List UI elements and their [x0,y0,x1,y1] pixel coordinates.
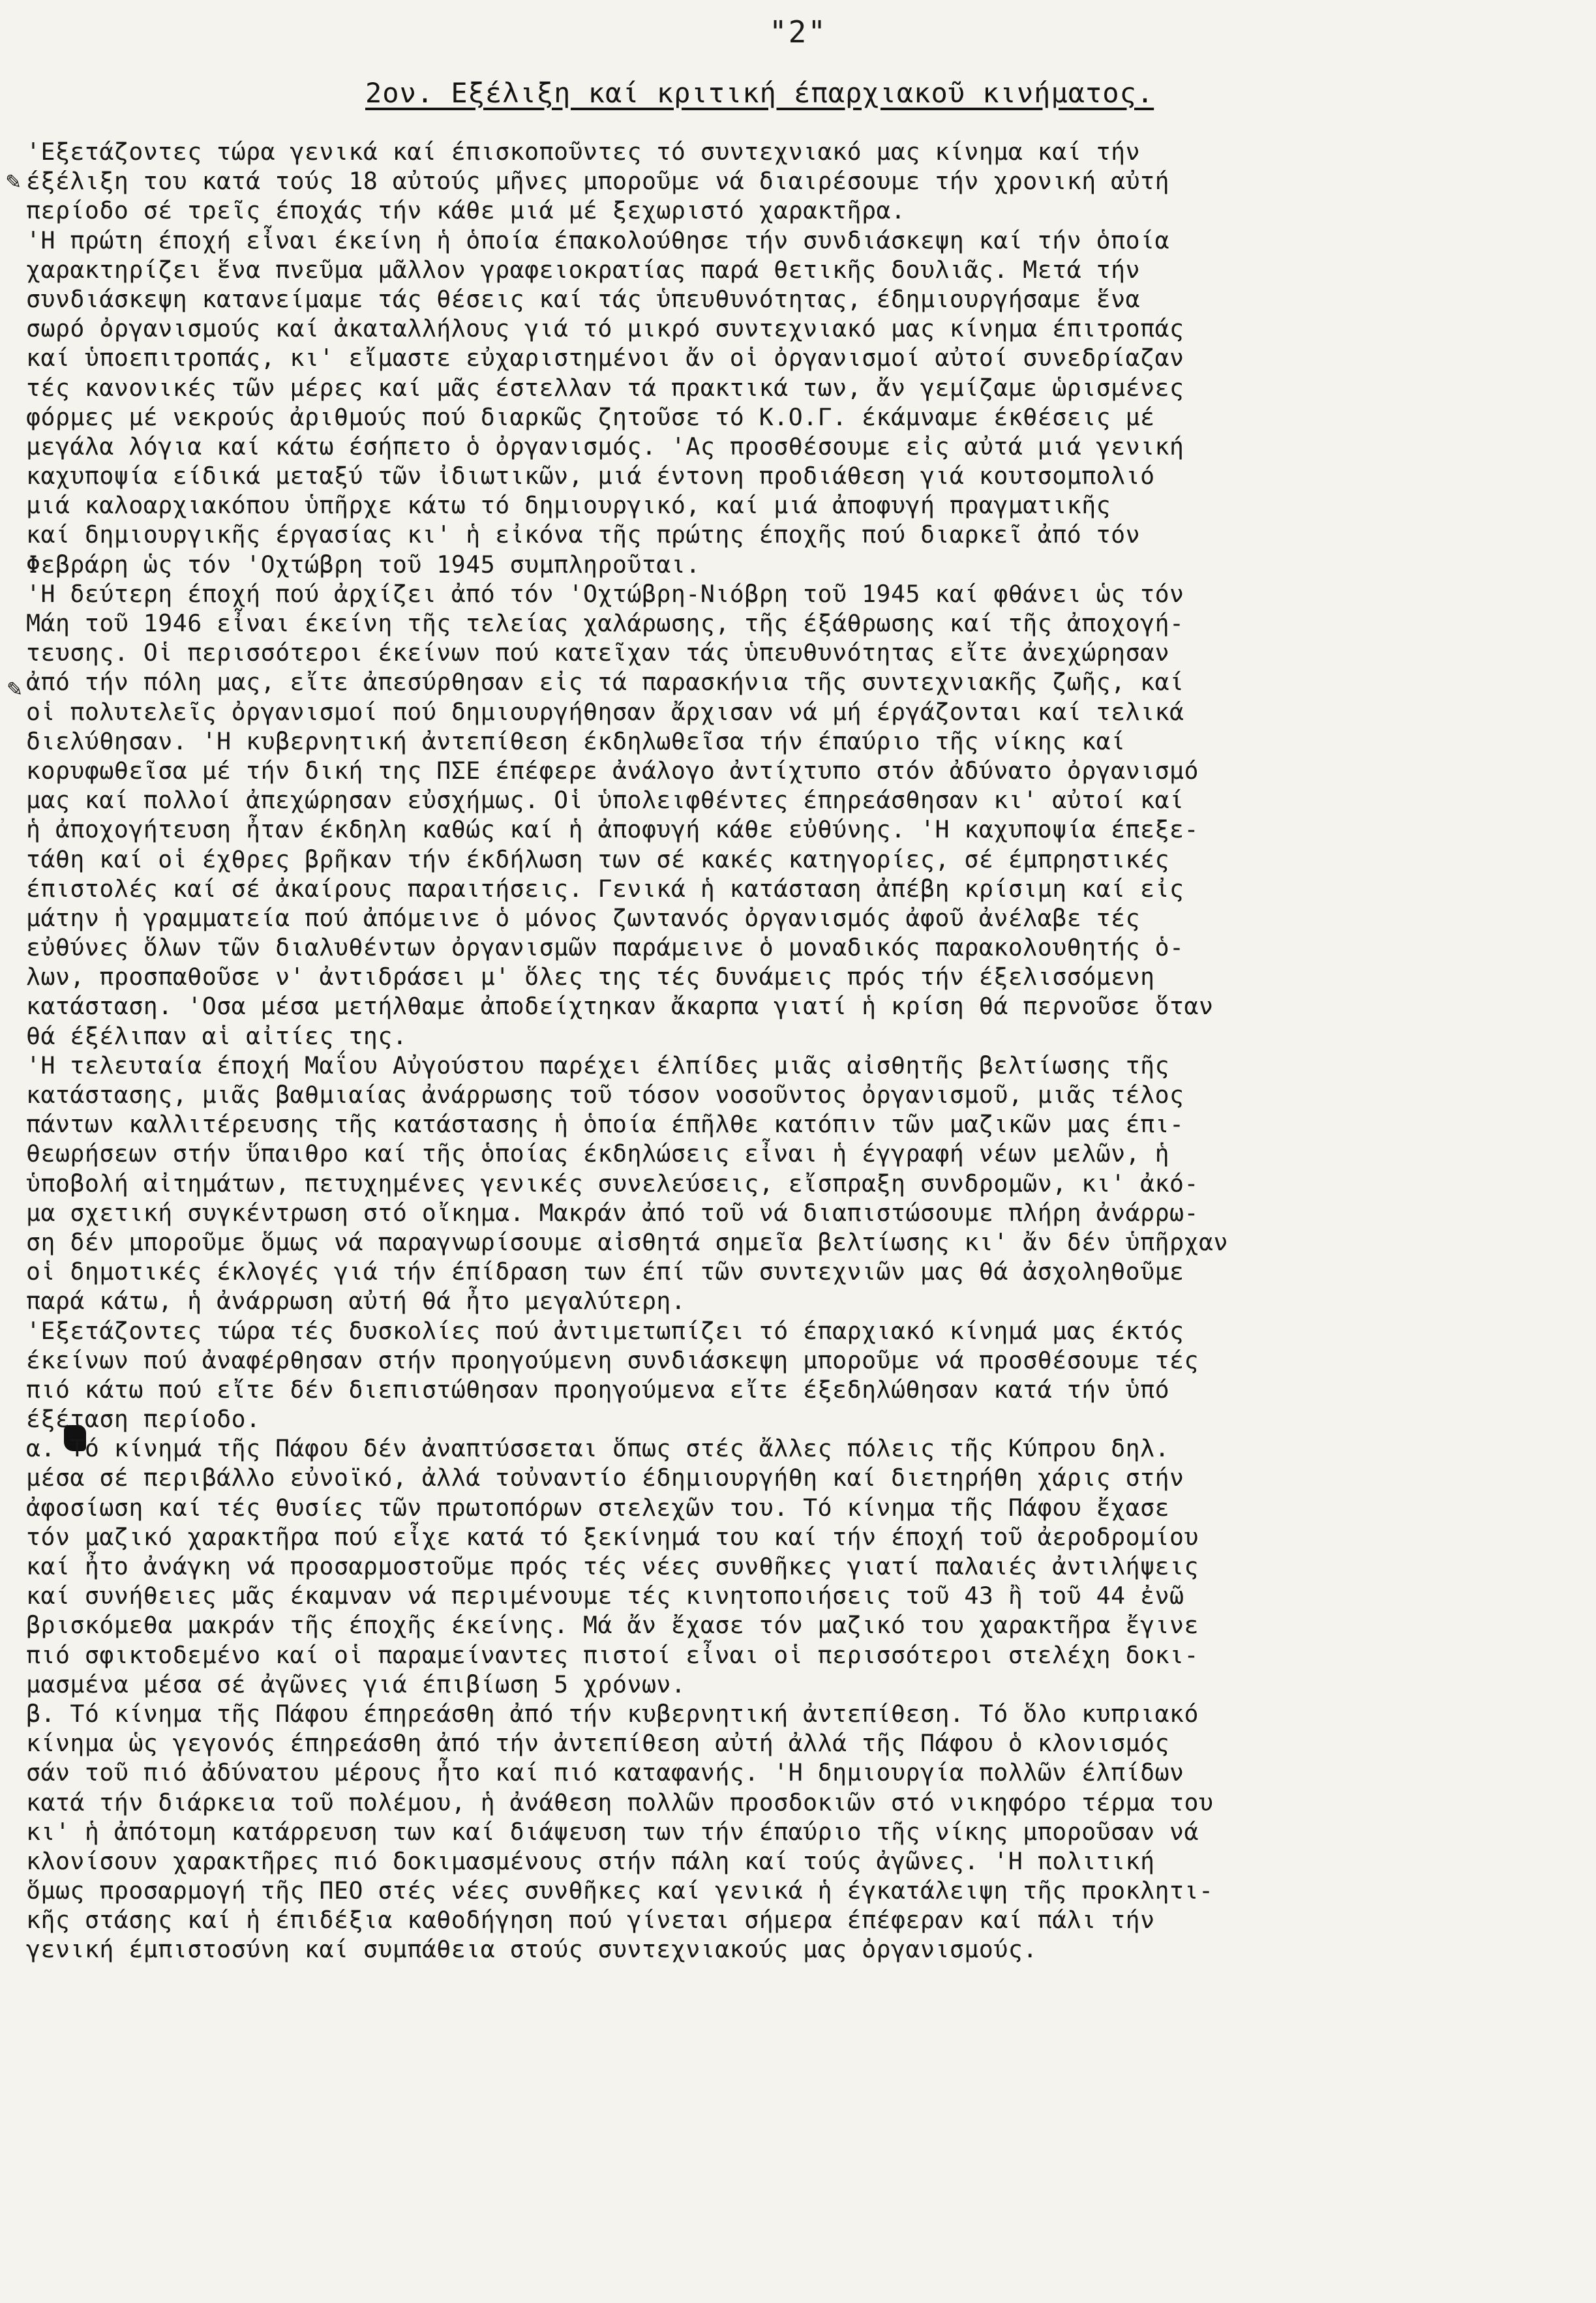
text-line: ὑποβολή αἰτημάτων, πετυχημένες γενικές συνελεύσεις, εἴσπραξη συνδρομῶν, κι' ἀκό- [26,1169,1199,1197]
text-line: πιό σφικτοδεμένο καί οἱ παραμείναντες πιστοί εἶναι οἱ περισσότεροι στελέχη δοκι- [26,1640,1199,1669]
text-line: κατά τήν διάρκεια τοῦ πολέμου, ἡ ἀνάθεση πολλῶν προσδοκιῶν στό νικηφόρο τέρμα του [26,1788,1214,1816]
margin-mark: ✎ [7,678,23,701]
body-text [26,137,1572,2023]
text-line: μας καί πολλοί ἀπεχώρησαν εὐσχήμως. Οἱ ὑπολειφθέντες έπηρεάσθησαν κι' αὐτοί καί [26,786,1184,815]
text-line: έκείνων πού ἀναφέρθησαν στήν προηγούμενη συνδιάσκεψη μποροῦμε νά προσθέσουμε τές [26,1346,1199,1374]
text-line: μιά καλοαρχιακόπου ὑπῆρχε κάτω τό δημιουργικό, καί μιά ἀποφυγή πραγματικῆς [26,491,1111,520]
text-line [26,1994,1572,2023]
text-line: θεωρήσεων στήν ὕπαιθρο καί τῆς ὁποίας έκδηλώσεις εἶναι ἡ έγγραφή νέων μελῶν, ἡ [26,1139,1170,1168]
text-line: οἱ δημοτικές έκλογές γιά τήν έπίδραση των έπί τῶν συντεχνιῶν μας θά ἀσχοληθοῦμε [26,1257,1184,1286]
text-line: παρά κάτω, ἡ ἀνάρρωση αὐτή θά ἦτο μεγαλύτερη. [26,1287,686,1316]
text-line: τές κανονικές τῶν μέρες καί μᾶς έστελλαν τά πρακτικά των, ἄν γεμίζαμε ὡρισμένες [26,373,1184,402]
text-line: καί ὑποεπιτροπάς, κι' εἴμαστε εὐχαριστημένοι ἄν οἱ ὀργανισμοί αὐτοί συνεδρίαζαν [26,344,1184,372]
text-line [26,1964,1572,1994]
text-line: περίοδο σέ τρεῖς έποχάς τήν κάθε μιά μέ ξεχωριστό χαρακτῆρα. [26,196,906,225]
text-line: καχυποψία είδικά μεταξύ τῶν ἰδιωτικῶν, μιά έντονη προδιάθεση γιά κουτσομπολιό [26,462,1155,490]
text-line: μέσα σέ περιβάλλο εὐνοϊκό, ἀλλά τοὐναντίο έδημιουργήθη καί διετηρήθη χάρις στήν [26,1464,1184,1492]
text-line: κατάστασης, μιᾶς βαθμιαίας ἀνάρρωσης τοῦ τόσον νοσοῦντος ὀργανισμοῦ, μιᾶς τέλος [26,1081,1184,1109]
text-line: Φεβράρη ὡς τόν 'Οχτώβρη τοῦ 1945 συμπληροῦται. [26,550,700,579]
text-line: 'Η τελευταία έποχή Μαΐου Αὐγούστου παρέχει έλπίδες μιᾶς αἰσθητῆς βελτίωσης τῆς [26,1051,1170,1079]
text-line: εὐθύνες ὅλων τῶν διαλυθέντων ὀργανισμῶν παράμεινε ὁ μοναδικός παρακολουθητής ὁ- [26,933,1184,962]
text-line: συνδιάσκεψη κατανείμαμε τάς θέσεις καί τάς ὑπευθυνότητας, έδημιουργήσαμε ἕνα [26,284,1141,313]
text-line: μεγάλα λόγια καί κάτω έσήπετο ὁ ὀργανισμός. 'Ας προσθέσουμε εἰς αὐτά μιά γενική [26,432,1184,460]
text-line: κι' ἡ ἀπότομη κατάρρευση των καί διάψευση των τήν έπαύριο τῆς νίκης μποροῦσαν νά [26,1817,1199,1846]
text-line: ὅμως προσαρμογή τῆς ΠΕΟ στές νέες συνθῆκες καί γενικά ἡ έγκατάλειψη τῆς προκλητι- [26,1876,1214,1905]
text-line: διελύθησαν. 'Η κυβερνητική ἀντεπίθεση έκδηλωθεῖσα τήν έπαύριο τῆς νίκης καί [26,727,1126,755]
text-line: λων, προσπαθοῦσε ν' ἀντιδράσει μ' ὅλες της τές δυνάμεις πρός τήν έξελισσόμενη [26,963,1155,991]
text-line: 'Η δεύτερη έποχή πού ἀρχίζει ἀπό τόν 'Οχτώβρη-Νιόβρη τοῦ 1945 καί φθάνει ὡς τόν [26,579,1184,608]
margin-mark: ✎ [5,171,22,194]
page-number: "2" [768,14,828,50]
text-line: μα σχετική συγκέντρωση στό οἴκημα. Μακράν ἀπό τοῦ νά διαπιστώσουμε πλήρη ἀνάρρω- [26,1198,1199,1227]
text-line: χαρακτηρίζει ἕνα πνεῦμα μᾶλλον γραφειοκρατίας παρά θετικῆς δουλιᾶς. Μετά τήν [26,255,1141,284]
text-line: σωρό ὀργανισμούς καί ἀκαταλλήλους γιά τό μικρό συντεχνιακό μας κίνημα έπιτροπάς [26,314,1184,343]
text-line: καί ἦτο ἀνάγκη νά προσαρμοστοῦμε πρός τές νέες συνθῆκες γιατί παλαιές ἀντιλήψεις [26,1552,1199,1580]
text-line: θά έξέλιπαν αἱ αἰτίες της. [26,1021,408,1050]
text-line: μασμένα μέσα σέ ἀγῶνες γιά έπιβίωση 5 χρόνων. [26,1670,686,1698]
text-line: πάντων καλλιτέρευσης τῆς κατάστασης ἡ ὁποία έπῆλθε κατόπιν τῶν μαζικῶν μας έπι- [26,1110,1184,1139]
text-line: α. Τό κίνημά τῆς Πάφου δέν ἀναπτύσσεται ὅπως στές ἄλλες πόλεις τῆς Κύπρου δηλ. [26,1434,1170,1463]
text-line: κορυφωθεῖσα μέ τήν δική της ΠΣΕ έπέφερε ἀνάλογο ἀντίχτυπο στόν ἀδύνατο ὀργανισμό [26,756,1199,785]
text-line: μάτην ἡ γραμματεία πού ἀπόμεινε ὁ μόνος ζωντανός ὀργανισμός ἀφοῦ ἀνέλαβε τές [26,903,1141,932]
text-line: βρισκόμεθα μακράν τῆς έποχῆς έκείνης. Μά ἄν ἔχασε τόν μαζικό του χαρακτῆρα ἔγινε [26,1611,1199,1640]
text-line: ἀφοσίωση καί τές θυσίες τῶν πρωτοπόρων στελεχῶν του. Τό κίνημα τῆς Πάφου ἔχασε [26,1493,1170,1522]
text-line: 'Εξετάζοντες τώρα γενικά καί έπισκοποῦντες τό συντεχνιακό μας κίνημα καί τήν [26,138,1141,166]
section-title: 2ον. Εξέλιξη καί κριτική έπαρχιακοῦ κινήματος. [365,77,1154,109]
text-line: κλονίσουν χαρακτῆρες πιό δοκιμασμένους στήν πάλη καί τούς ἀγῶνες. 'Η πολιτική [26,1846,1155,1875]
text-line: οἱ πολυτελεῖς ὀργανισμοί πού δημιουργήθησαν ἄρχισαν νά μή έργάζονται καί τελικά [26,697,1184,726]
text-line: φόρμες μέ νεκρούς ἀριθμούς πού διαρκῶς ζητοῦσε τό Κ.Ο.Γ. έκάμναμε έκθέσεις μέ [26,402,1155,431]
text-line: κῆς στάσης καί ἡ έπιδέξια καθοδήγηση πού γίνεται σήμερα έπέφεραν καί πάλι τήν [26,1906,1155,1934]
text-line: καί συνήθειες μᾶς έκαμναν νά περιμένουμε τές κινητοποιήσεις τοῦ 43 ἢ τοῦ 44 ἐνῶ [26,1582,1184,1610]
text-line: Μάη τοῦ 1946 εἶναι έκείνη τῆς τελείας χαλάρωσης, τῆς έξάθρωσης καί τῆς ἀποχογή- [26,609,1184,637]
text-line: πιό κάτω πού εἴτε δέν διεπιστώθησαν προηγούμενα εἴτε έξεδηλώθησαν κατά τήν ὑπό [26,1375,1170,1404]
text-line: 'Η πρώτη έποχή εἶναι έκείνη ἡ ὁποία έπακολούθησε τήν συνδιάσκεψη καί τήν ὁποία [26,226,1170,254]
text-line: σάν τοῦ πιό ἀδύνατου μέρους ἦτο καί πιό καταφανής. 'Η δημιουργία πολλῶν έλπίδων [26,1758,1184,1787]
text-line: ση δέν μποροῦμε ὅμως νά παραγνωρίσουμε αἰσθητά σημεῖα βελτίωσης κι' ἄν δέν ὑπῆρχαν [26,1227,1228,1256]
text-line: ἡ ἀποχογήτευση ἦταν έκδηλη καθώς καί ἡ ἀποφυγή κάθε εὐθύνης. 'Η καχυποψία έπεξε- [26,815,1199,844]
text-line: τάθη καί οἱ έχθρες βρῆκαν τήν έκδήλωση των σέ κακές κατηγορίες, σέ έμπρηστικές [26,845,1170,873]
text-line: τόν μαζικό χαρακτῆρα πού εἶχε κατά τό ξεκίνημά του καί τήν έποχή τοῦ ἀεροδρομίου [26,1522,1199,1551]
text-line: τευσης. Οἱ περισσότεροι έκείνων πού κατεῖχαν τάς ὑπευθυνότητας εἴτε ἀνεχώρησαν [26,639,1170,667]
text-line: καί δημιουργικῆς έργασίας κι' ἡ εἰκόνα τῆς πρώτης έποχῆς πού διαρκεῖ ἀπό τόν [26,520,1141,549]
text-line: κίνημα ὡς γεγονός έπηρεάσθη ἀπό τήν ἀντεπίθεση αὐτή ἀλλά τῆς Πάφου ὁ κλονισμός [26,1729,1170,1758]
text-line: γενική έμπιστοσύνη καί συμπάθεια στούς συντεχνιακούς μας ὀργανισμούς. [26,1935,1038,1964]
text-line: β. Τό κίνημα τῆς Πάφου έπηρεάσθη ἀπό τήν κυβερνητική ἀντεπίθεση. Τό ὅλο κυπριακό [26,1699,1199,1728]
text-line: 'Εξετάζοντες τώρα τές δυσκολίες πού ἀντιμετωπίζει τό έπαρχιακό κίνημά μας έκτός [26,1316,1184,1345]
text-line: έπιστολές καί σέ ἀκαίρους παραιτήσεις. Γενικά ἡ κατάσταση ἀπέβη κρίσιμη καί εἰς [26,874,1184,903]
text-line: έξέταση περίοδο. [26,1405,261,1434]
text-line: κατάσταση. 'Οσα μέσα μετήλθαμε ἀποδείχτηκαν ἄκαρπα γιατί ἡ κρίση θά περνοῦσε ὅταν [26,992,1214,1021]
text-line: έξέλιξη του κατά τούς 18 αὐτούς μῆνες μποροῦμε νά διαιρέσουμε τήν χρονική αὐτή [26,167,1170,196]
text-line: ἀπό τήν πόλη μας, εἴτε ἀπεσύρθησαν εἰς τά παρασκήνια τῆς συντεχνιακῆς ζωῆς, καί [26,668,1184,697]
